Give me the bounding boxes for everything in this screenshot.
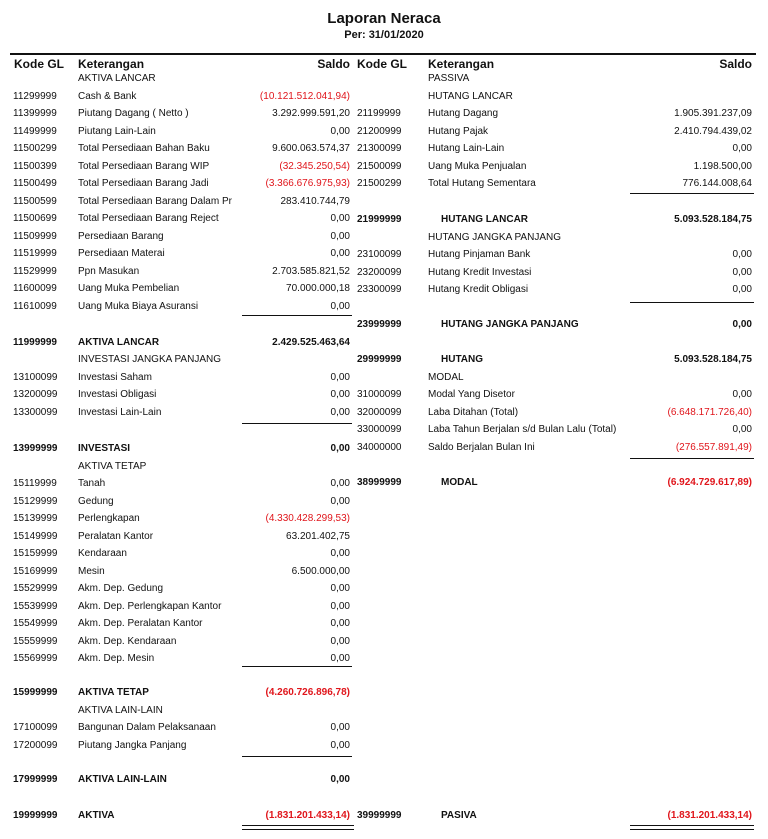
left-row-desc: Piutang Lain-Lain bbox=[78, 126, 156, 137]
right-row-desc: HUTANG LANCAR bbox=[441, 214, 529, 225]
aktiva-lancar-subtotal-rule bbox=[242, 315, 352, 316]
left-row-value: 0,00 bbox=[330, 740, 350, 751]
right-row-desc: Saldo Berjalan Bulan Ini bbox=[428, 442, 535, 453]
left-row-value: 0,00 bbox=[330, 443, 350, 454]
left-row-value: 0,00 bbox=[330, 496, 350, 507]
left-row-value: 0,00 bbox=[330, 774, 350, 785]
right-row-code: 31000099 bbox=[357, 389, 402, 400]
left-row-value: (10.121.512.041,94) bbox=[259, 91, 350, 102]
right-row-value: 0,00 bbox=[732, 424, 752, 435]
right-row-desc: HUTANG JANGKA PANJANG bbox=[441, 319, 579, 330]
left-row-desc: Gedung bbox=[78, 496, 114, 507]
left-row-code: 11529999 bbox=[13, 266, 57, 277]
right-row-value: 0,00 bbox=[732, 249, 752, 260]
right-row-desc: Hutang Kredit Investasi bbox=[428, 267, 532, 278]
right-row-code: 39999999 bbox=[357, 810, 402, 821]
left-row-code: 15139999 bbox=[13, 513, 58, 524]
left-row-value: 2.429.525.463,64 bbox=[272, 337, 350, 348]
right-row-code: 23100099 bbox=[357, 249, 402, 260]
modal-subtotal-rule bbox=[630, 458, 754, 459]
right-row-desc: PASIVA bbox=[441, 810, 477, 821]
left-row-value: (4.330.428.299,53) bbox=[265, 513, 350, 524]
left-row-value: (3.366.676.975,93) bbox=[265, 178, 350, 189]
left-row-code: 11500299 bbox=[13, 143, 57, 154]
right-row-code: 32000099 bbox=[357, 407, 402, 418]
right-row-code: 34000000 bbox=[357, 442, 402, 453]
left-row-desc: Perlengkapan bbox=[78, 513, 140, 524]
left-row-code: 13100099 bbox=[13, 372, 58, 383]
left-row-desc: Total Persediaan Bahan Baku bbox=[78, 143, 210, 154]
right-row-desc: HUTANG JANGKA PANJANG bbox=[428, 232, 561, 243]
right-row-value: 5.093.528.184,75 bbox=[674, 354, 752, 365]
left-row-value: 0,00 bbox=[330, 231, 350, 242]
left-row-desc: Akm. Dep. Perlengkapan Kantor bbox=[78, 601, 222, 612]
right-row-code: 21500299 bbox=[357, 178, 402, 189]
left-row-desc: Investasi Obligasi bbox=[78, 389, 157, 400]
right-row-value: 0,00 bbox=[732, 284, 752, 295]
right-row-desc: Hutang Kredit Obligasi bbox=[428, 284, 529, 295]
left-row-code: 15539999 bbox=[13, 601, 58, 612]
left-row-desc: Uang Muka Biaya Asuransi bbox=[78, 301, 199, 312]
right-row-desc: HUTANG LANCAR bbox=[428, 91, 513, 102]
left-row-desc: AKTIVA LANCAR bbox=[78, 73, 156, 84]
left-header-saldo: Saldo bbox=[317, 57, 350, 71]
left-row-desc: Total Persediaan Barang WIP bbox=[78, 161, 210, 172]
left-row-code: 19999999 bbox=[13, 810, 58, 821]
left-row-desc: AKTIVA TETAP bbox=[78, 461, 147, 472]
left-row-desc: Investasi Lain-Lain bbox=[78, 407, 162, 418]
left-row-desc: Total Persediaan Barang Jadi bbox=[78, 178, 209, 189]
left-row-code: 17100099 bbox=[13, 722, 58, 733]
right-row-value: 0,00 bbox=[732, 143, 752, 154]
right-row-value: 776.144.008,64 bbox=[682, 178, 752, 189]
left-row-code: 11299999 bbox=[13, 91, 57, 102]
left-row-code: 11600099 bbox=[13, 283, 57, 294]
left-row-value: 70.000.000,18 bbox=[286, 283, 350, 294]
left-row-value: 9.600.063.574,37 bbox=[272, 143, 350, 154]
left-row-code: 15119999 bbox=[13, 478, 57, 489]
left-row-desc: Mesin bbox=[78, 566, 105, 577]
left-row-value: (32.345.250,54) bbox=[279, 161, 350, 172]
left-row-desc: AKTIVA bbox=[78, 810, 115, 821]
left-row-value: 283.410.744,79 bbox=[280, 196, 350, 207]
right-row-code: 21200999 bbox=[357, 126, 402, 137]
left-row-value: 63.201.402,75 bbox=[286, 531, 350, 542]
left-row-desc: INVESTASI JANGKA PANJANG bbox=[78, 354, 221, 365]
right-row-desc: PASSIVA bbox=[428, 73, 470, 84]
left-row-value: 0,00 bbox=[330, 653, 350, 664]
left-row-value: 0,00 bbox=[330, 722, 350, 733]
left-row-value: 0,00 bbox=[330, 618, 350, 629]
left-row-value: 0,00 bbox=[330, 407, 350, 418]
left-row-desc: Persediaan Barang bbox=[78, 231, 164, 242]
left-row-desc: INVESTASI bbox=[78, 443, 131, 454]
left-row-value: 0,00 bbox=[330, 548, 350, 559]
left-row-code: 11499999 bbox=[13, 126, 57, 137]
left-row-desc: AKTIVA LAIN-LAIN bbox=[78, 774, 167, 785]
left-row-desc: Akm. Dep. Mesin bbox=[78, 653, 155, 664]
right-row-desc: Hutang Pinjaman Bank bbox=[428, 249, 531, 260]
report-title: Laporan Neraca bbox=[327, 10, 441, 27]
left-row-code: 11519999 bbox=[13, 248, 57, 259]
left-row-desc: Akm. Dep. Gedung bbox=[78, 583, 164, 594]
left-row-desc: Bangunan Dalam Pelaksanaan bbox=[78, 722, 216, 733]
left-row-value: (1.831.201.433,14) bbox=[265, 810, 350, 821]
left-row-code: 15569999 bbox=[13, 653, 58, 664]
right-row-value: 5.093.528.184,75 bbox=[674, 214, 752, 225]
left-row-desc: Akm. Dep. Kendaraan bbox=[78, 636, 177, 647]
left-row-desc: Piutang Dagang ( Netto ) bbox=[78, 108, 189, 119]
left-row-desc: Tanah bbox=[78, 478, 106, 489]
left-row-value: 0,00 bbox=[330, 248, 350, 259]
right-row-code: 23200099 bbox=[357, 267, 402, 278]
left-row-value: 3.292.999.591,20 bbox=[272, 108, 350, 119]
left-row-desc: Cash & Bank bbox=[78, 91, 137, 102]
left-row-code: 15999999 bbox=[13, 687, 58, 698]
left-row-code: 11610099 bbox=[13, 301, 57, 312]
right-row-desc: HUTANG bbox=[441, 354, 484, 365]
left-row-code: 15159999 bbox=[13, 548, 58, 559]
right-row-code: 33000099 bbox=[357, 424, 402, 435]
pasiva-total-double-rule bbox=[630, 825, 754, 830]
left-row-code: 11999999 bbox=[13, 337, 57, 348]
left-row-value: 0,00 bbox=[330, 478, 350, 489]
right-row-code: 21199999 bbox=[357, 108, 401, 119]
left-row-value: 0,00 bbox=[330, 213, 350, 224]
right-row-desc: Laba Ditahan (Total) bbox=[428, 407, 519, 418]
right-row-value: 0,00 bbox=[732, 389, 752, 400]
left-row-value: 0,00 bbox=[330, 372, 350, 383]
left-row-code: 11500399 bbox=[13, 161, 57, 172]
right-row-value: 1.198.500,00 bbox=[693, 161, 752, 172]
left-row-value: (4.260.726.896,78) bbox=[265, 687, 350, 698]
left-row-desc: Persediaan Materai bbox=[78, 248, 165, 259]
right-row-code: 21999999 bbox=[357, 214, 402, 225]
report-period: Per: 31/01/2020 bbox=[344, 29, 424, 41]
left-row-desc: Peralatan Kantor bbox=[78, 531, 154, 542]
left-row-code: 11500499 bbox=[13, 178, 57, 189]
left-row-desc: Total Persediaan Barang Reject bbox=[78, 213, 219, 224]
right-row-value: 0,00 bbox=[732, 267, 752, 278]
left-row-value: 0,00 bbox=[330, 389, 350, 400]
right-row-value: (6.648.171.726,40) bbox=[667, 407, 752, 418]
aktiva-lain-subtotal-rule bbox=[242, 756, 352, 757]
left-row-desc: Kendaraan bbox=[78, 548, 127, 559]
right-row-value: 2.410.794.439,02 bbox=[674, 126, 752, 137]
left-row-desc: Investasi Saham bbox=[78, 372, 152, 383]
left-row-code: 17200099 bbox=[13, 740, 58, 751]
hutang-jp-subtotal-rule bbox=[630, 302, 754, 303]
left-row-desc: Uang Muka Pembelian bbox=[78, 283, 180, 294]
left-row-code: 15129999 bbox=[13, 496, 58, 507]
right-row-desc: Uang Muka Penjualan bbox=[428, 161, 527, 172]
right-header-code: Kode GL bbox=[357, 57, 407, 71]
right-row-value: 0,00 bbox=[732, 319, 752, 330]
right-row-code: 23300099 bbox=[357, 284, 402, 295]
right-row-value: 1.905.391.237,09 bbox=[674, 108, 752, 119]
left-row-value: 0,00 bbox=[330, 301, 350, 312]
left-row-code: 11399999 bbox=[13, 108, 57, 119]
left-header-desc: Keterangan bbox=[78, 57, 145, 71]
left-row-desc: AKTIVA TETAP bbox=[78, 687, 149, 698]
right-row-value: (1.831.201.433,14) bbox=[667, 810, 752, 821]
left-row-value: 0,00 bbox=[330, 583, 350, 594]
right-row-value: (6.924.729.617,89) bbox=[667, 477, 752, 488]
investasi-subtotal-rule bbox=[242, 423, 352, 424]
right-row-code: 23999999 bbox=[357, 319, 402, 330]
left-row-value: 0,00 bbox=[330, 601, 350, 612]
right-row-desc: Total Hutang Sementara bbox=[428, 178, 536, 189]
left-row-desc: Total Persediaan Barang Dalam Pr bbox=[78, 196, 232, 207]
hutang-lancar-subtotal-rule bbox=[630, 193, 754, 194]
left-row-value: 6.500.000,00 bbox=[291, 566, 350, 577]
left-header-code: Kode GL bbox=[14, 57, 64, 71]
aktiva-total-double-rule bbox=[242, 825, 354, 830]
left-row-code: 15149999 bbox=[13, 531, 58, 542]
right-row-desc: Hutang Dagang bbox=[428, 108, 499, 119]
left-row-code: 13300099 bbox=[13, 407, 58, 418]
left-row-desc: AKTIVA LAIN-LAIN bbox=[78, 705, 163, 716]
aktiva-tetap-subtotal-rule bbox=[242, 666, 352, 667]
right-row-desc: MODAL bbox=[428, 372, 464, 383]
left-row-code: 15549999 bbox=[13, 618, 58, 629]
left-row-value: 0,00 bbox=[330, 126, 350, 137]
right-row-code: 38999999 bbox=[357, 477, 402, 488]
left-row-desc: Ppn Masukan bbox=[78, 266, 140, 277]
left-row-value: 2.703.585.821,52 bbox=[272, 266, 350, 277]
left-row-code: 17999999 bbox=[13, 774, 58, 785]
right-row-desc: Laba Tahun Berjalan s/d Bulan Lalu (Total) bbox=[428, 424, 617, 435]
right-header-saldo: Saldo bbox=[719, 57, 752, 71]
left-row-desc: Akm. Dep. Peralatan Kantor bbox=[78, 618, 203, 629]
left-row-value: 0,00 bbox=[330, 636, 350, 647]
left-row-code: 13999999 bbox=[13, 443, 58, 454]
right-row-desc: MODAL bbox=[441, 477, 478, 488]
left-row-desc: AKTIVA LANCAR bbox=[78, 337, 160, 348]
right-row-desc: Hutang Lain-Lain bbox=[428, 143, 505, 154]
right-row-code: 21500099 bbox=[357, 161, 402, 172]
right-row-code: 29999999 bbox=[357, 354, 402, 365]
left-row-desc: Piutang Jangka Panjang bbox=[78, 740, 187, 751]
left-row-code: 11500599 bbox=[13, 196, 57, 207]
right-header-desc: Keterangan bbox=[428, 57, 495, 71]
header-top-rule bbox=[10, 53, 756, 55]
left-row-code: 11509999 bbox=[13, 231, 57, 242]
left-row-code: 11500699 bbox=[13, 213, 57, 224]
right-row-desc: Modal Yang Disetor bbox=[428, 389, 515, 400]
right-row-value: (276.557.891,49) bbox=[675, 442, 752, 453]
right-row-code: 21300099 bbox=[357, 143, 402, 154]
left-row-code: 15169999 bbox=[13, 566, 58, 577]
left-row-code: 15559999 bbox=[13, 636, 58, 647]
right-row-desc: Hutang Pajak bbox=[428, 126, 489, 137]
left-row-code: 15529999 bbox=[13, 583, 58, 594]
left-row-code: 13200099 bbox=[13, 389, 58, 400]
